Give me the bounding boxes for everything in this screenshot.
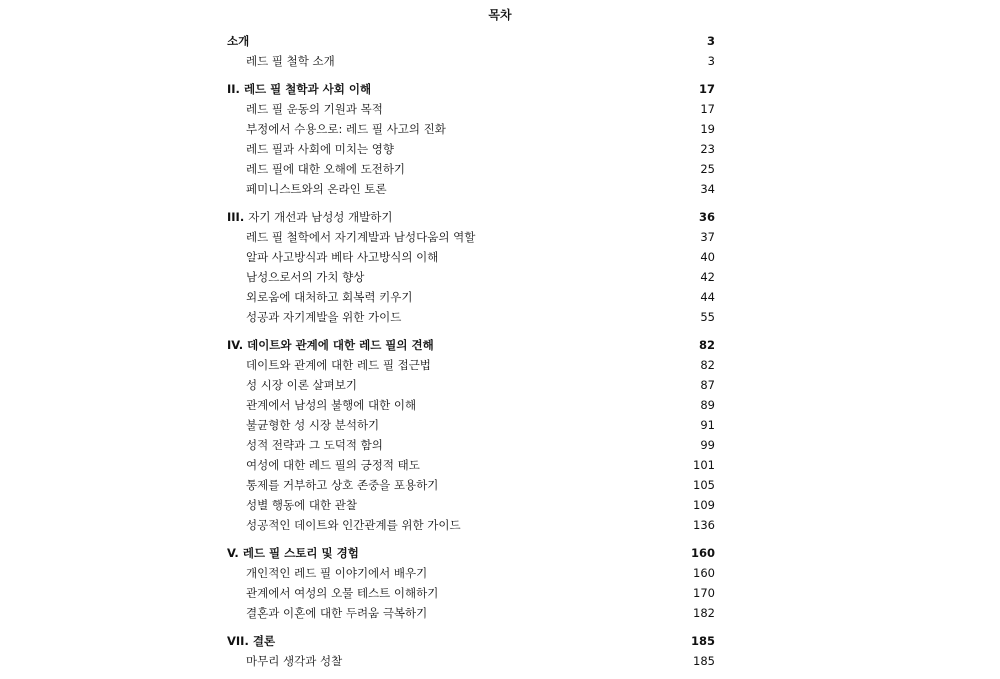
section-title: 레드 필 스토리 및 경험 (242, 546, 359, 560)
toc-entry[interactable] (227, 475, 715, 495)
toc-entry[interactable] (227, 119, 715, 139)
entry-page-number: 37 (700, 230, 715, 244)
entry-title: 외로움에 대처하고 회복력 키우기 (246, 290, 413, 304)
toc-entry[interactable] (227, 375, 715, 395)
entry-page-number: 40 (700, 250, 715, 264)
entry-title: 관계에서 남성의 불행에 대한 이해 (246, 398, 417, 412)
section-number: V. (227, 546, 239, 560)
entry-page-number: 89 (700, 398, 715, 412)
section-number: VII. (227, 634, 249, 648)
toc-entry[interactable] (227, 355, 715, 375)
toc-section (227, 631, 715, 671)
toc-section-heading[interactable] (227, 207, 715, 227)
entry-title: 성적 전략과 그 도덕적 함의 (246, 438, 383, 452)
table-of-contents (227, 31, 715, 679)
entry-page-number: 44 (700, 290, 715, 304)
entry-title: 알파 사고방식과 베타 사고방식의 이해 (246, 250, 439, 264)
toc-section (227, 543, 715, 623)
entry-page-number: 105 (693, 478, 715, 492)
entry-page-number: 160 (693, 566, 715, 580)
entry-page-number: 34 (700, 182, 715, 196)
toc-entry[interactable] (227, 455, 715, 475)
entry-title: 레드 필 철학에서 자기계발과 남성다움의 역할 (246, 230, 476, 244)
section-heading-text (227, 631, 275, 651)
entry-title: 개인적인 레드 필 이야기에서 배우기 (246, 566, 428, 580)
entry-title: 페미니스트와의 온라인 토론 (246, 182, 387, 196)
section-number: II. (227, 82, 240, 96)
entry-page-number: 109 (693, 498, 715, 512)
section-heading-text (227, 207, 393, 227)
toc-section (227, 335, 715, 535)
entry-title: 마무리 생각과 성찰 (246, 654, 343, 668)
toc-entry[interactable] (227, 415, 715, 435)
toc-entry[interactable] (227, 307, 715, 327)
entry-page-number: 19 (700, 122, 715, 136)
section-page-number: 36 (698, 210, 715, 224)
toc-section (227, 31, 715, 71)
entry-page-number: 25 (700, 162, 715, 176)
toc-entry[interactable] (227, 583, 715, 603)
section-number: IV. (227, 338, 244, 352)
section-heading-text (227, 543, 359, 563)
toc-section-heading[interactable] (227, 79, 715, 99)
toc-entry[interactable] (227, 139, 715, 159)
entry-title: 레드 필과 사회에 미치는 영향 (246, 142, 394, 156)
section-number: III. (227, 210, 245, 224)
toc-section-heading[interactable] (227, 335, 715, 355)
toc-entry[interactable] (227, 287, 715, 307)
toc-entry[interactable] (227, 495, 715, 515)
entry-page-number: 87 (700, 378, 715, 392)
toc-entry[interactable] (227, 179, 715, 199)
section-title: 레드 필 철학과 사회 이해 (243, 82, 372, 96)
entry-title: 성별 행동에 대한 관찰 (246, 498, 357, 512)
entry-page-number: 99 (700, 438, 715, 452)
section-title: 결론 (252, 634, 276, 648)
section-page-number: 17 (698, 82, 715, 96)
toc-entry[interactable] (227, 267, 715, 287)
entry-title: 남성으로서의 가치 향상 (246, 270, 365, 284)
entry-page-number: 17 (700, 102, 715, 116)
toc-entry[interactable] (227, 227, 715, 247)
entry-title: 부정에서 수용으로: 레드 필 사고의 진화 (246, 122, 446, 136)
entry-title: 성공과 자기계발을 위한 가이드 (246, 310, 402, 324)
section-page-number: 3 (706, 34, 715, 48)
entry-title: 불균형한 성 시장 분석하기 (246, 418, 380, 432)
entry-page-number: 3 (707, 54, 715, 68)
section-title: 소개 (227, 34, 250, 48)
entry-page-number: 23 (700, 142, 715, 156)
toc-entry[interactable] (227, 247, 715, 267)
toc-entry[interactable] (227, 51, 715, 71)
entry-page-number: 185 (693, 654, 715, 668)
entry-page-number: 101 (693, 458, 715, 472)
section-title: 데이트와 관계에 대한 레드 필의 견해 (247, 338, 434, 352)
toc-entry[interactable] (227, 563, 715, 583)
toc-entry[interactable] (227, 651, 715, 671)
entry-title: 결혼과 이혼에 대한 두려움 극복하기 (246, 606, 428, 620)
entry-title: 성공적인 데이트와 인간관계를 위한 가이드 (246, 518, 461, 532)
toc-entry[interactable] (227, 515, 715, 535)
toc-section-heading[interactable] (227, 31, 715, 51)
section-page-number: 160 (690, 546, 715, 560)
entry-page-number: 42 (700, 270, 715, 284)
toc-section (227, 79, 715, 199)
entry-title: 관계에서 여성의 오물 테스트 이해하기 (246, 586, 439, 600)
toc-section (227, 207, 715, 327)
entry-page-number: 82 (700, 358, 715, 372)
section-title: 자기 개선과 남성성 개발하기 (248, 210, 393, 224)
entry-title: 레드 필 철학 소개 (246, 54, 335, 68)
entry-title: 성 시장 이론 살펴보기 (246, 378, 357, 392)
entry-title: 통제를 거부하고 상호 존중을 포용하기 (246, 478, 439, 492)
section-page-number: 82 (698, 338, 715, 352)
section-heading-text (227, 79, 371, 99)
entry-page-number: 91 (700, 418, 715, 432)
toc-entry[interactable] (227, 395, 715, 415)
entry-title: 레드 필에 대한 오해에 도전하기 (246, 162, 406, 176)
toc-section-heading[interactable] (227, 631, 715, 651)
entry-page-number: 182 (693, 606, 715, 620)
section-heading-text (227, 335, 434, 355)
toc-entry[interactable] (227, 159, 715, 179)
toc-entry[interactable] (227, 99, 715, 119)
entry-title: 데이트와 관계에 대한 레드 필 접근법 (246, 358, 431, 372)
document-title: 목차 (488, 8, 512, 22)
section-page-number: 185 (690, 634, 715, 648)
entry-page-number: 55 (700, 310, 715, 324)
entry-page-number: 136 (693, 518, 715, 532)
toc-entry[interactable] (227, 435, 715, 455)
toc-entry[interactable] (227, 603, 715, 623)
section-heading-text (227, 31, 249, 51)
entry-title: 레드 필 운동의 기원과 목적 (246, 102, 383, 116)
entry-page-number: 170 (693, 586, 715, 600)
toc-section-heading[interactable] (227, 543, 715, 563)
entry-title: 여성에 대한 레드 필의 긍정적 태도 (246, 458, 420, 472)
